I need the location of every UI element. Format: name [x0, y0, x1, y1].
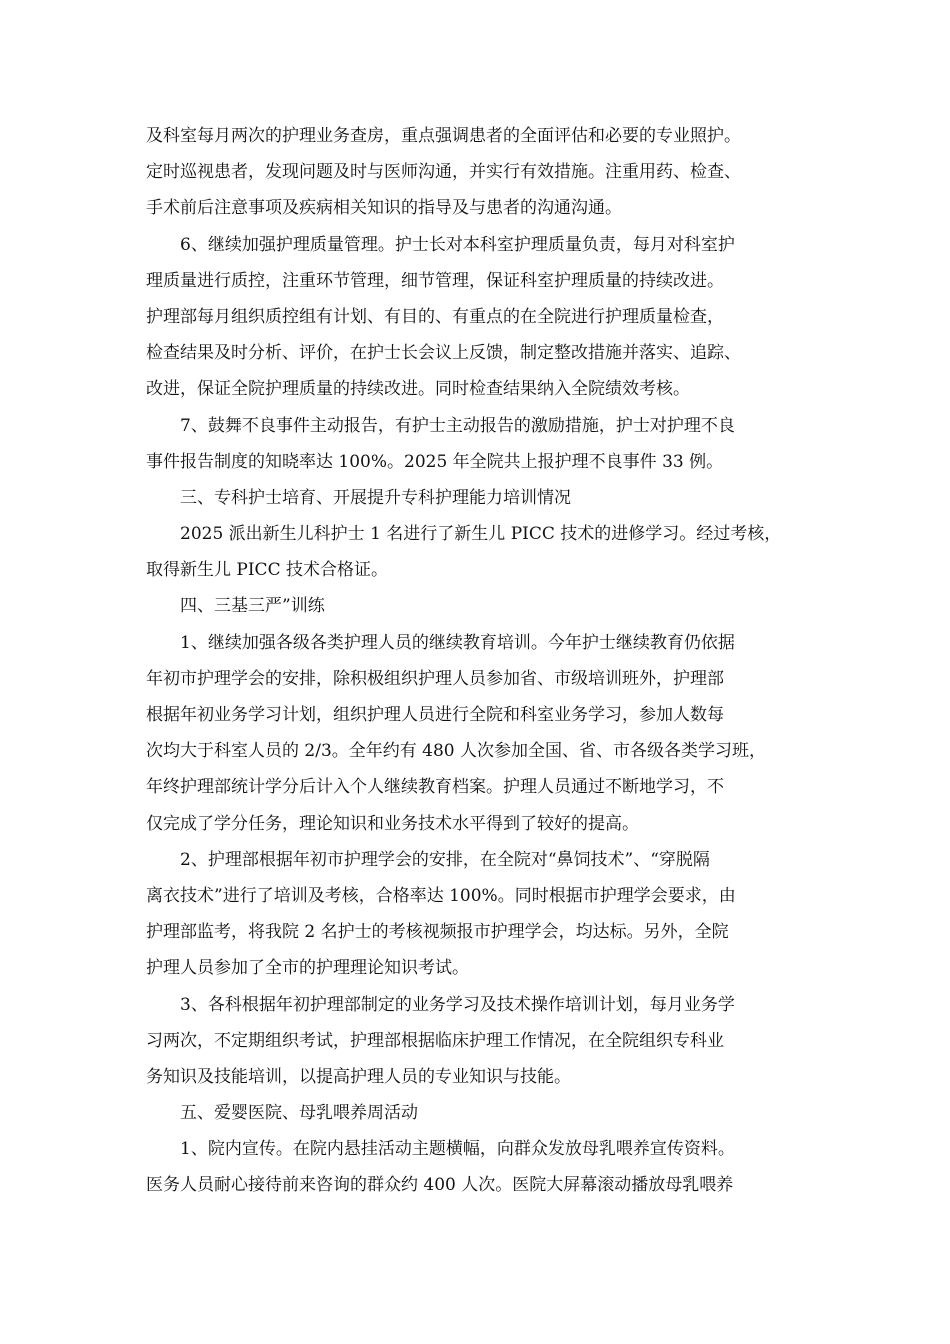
paragraph-start-line: 1、继续加强各级各类护理人员的继续教育培训。今年护士继续教育仍依据 [180, 632, 735, 653]
text-line: 务知识及技能培训，以提高护理人员的专业知识与技能。 [146, 1066, 571, 1087]
paragraph-start-line: 1、院内宣传。在院内悬挂活动主题横幅，向群众发放母乳喂养宣传资料。 [180, 1139, 735, 1160]
section-heading: 五、爱婴医院、母乳喂养周活动 [180, 1103, 418, 1124]
text-line: 年初市护理学会的安排，除积极组织护理人员参加省、市级培训班外，护理部 [146, 668, 724, 689]
text-line: 检查结果及时分析、评价，在护士长会议上反馈，制定整改措施并落实、追踪、 [146, 343, 741, 364]
text-line: 离衣技术”进行了培训及考核，合格率达 100%。同时根据市护理学会要求，由 [146, 885, 736, 906]
text-line: 护理部每月组织质控组有计划、有目的、有重点的在全院进行护理质量检查， [146, 306, 724, 327]
text-line: 医务人员耐心接待前来咨询的群众约 400 人次。医院大屏幕滚动播放母乳喂养 [146, 1175, 734, 1196]
text-line: 事件报告制度的知晓率达 100%。2025 年全院共上报护理不良事件 33 例。 [146, 451, 724, 472]
paragraph-start-line: 2、护理部根据年初市护理学会的安排，在全院对“鼻饲技术”、“穿脱隔 [180, 849, 710, 870]
text-line: 改进，保证全院护理质量的持续改进。同时检查结果纳入全院绩效考核。 [146, 379, 690, 400]
text-line: 仅完成了学分任务，理论知识和业务技术水平得到了较好的提高。 [146, 813, 639, 834]
paragraph-start-line: 7、鼓舞不良事件主动报告，有护士主动报告的激励措施，护士对护理不良 [180, 415, 735, 436]
text-line: 习两次，不定期组织考试，护理部根据临床护理工作情况，在全院组织专科业 [146, 1030, 724, 1051]
text-line: 根据年初业务学习计划，组织护理人员进行全院和科室业务学习，参加人数每 [146, 705, 724, 725]
text-line: 取得新生儿 PICC 技术合格证。 [146, 560, 388, 581]
paragraph-start-line: 3、各科根据年初护理部制定的业务学习及技术操作培训计划，每月业务学 [180, 994, 735, 1015]
section-heading: 三、专科护士培育、开展提升专科护理能力培训情况 [180, 487, 571, 508]
text-line: 护理部监考，将我院 2 名护士的考核视频报市护理学会，均达标。另外，全院 [146, 922, 729, 943]
text-line: 手术前后注意事项及疾病相关知识的指导及与患者的沟通沟通。 [146, 198, 622, 219]
text-line: 护理人员参加了全市的护理理论知识考试。 [146, 958, 469, 979]
text-line: 定时巡视患者，发现问题及时与医师沟通，并实行有效措施。注重用药、检查、 [146, 162, 741, 183]
text-line: 及科室每月两次的护理业务查房，重点强调患者的全面评估和必要的专业照护。 [146, 126, 741, 146]
document-body [146, 118, 836, 1204]
text-line: 理质量进行质控，注重环节管理，细节管理，保证科室护理质量的持续改进。 [146, 270, 724, 291]
section-heading: 四、三基三严”训练 [180, 596, 325, 617]
text-line: 年终护理部统计学分后计入个人继续教育档案。护理人员通过不断地学习，不 [146, 777, 724, 798]
text-line: 次均大于科室人员的 2/3。全年约有 480 人次参加全国、省、市各级各类学习班， [146, 741, 767, 762]
paragraph-start-line: 6、继续加强护理质量管理。护士长对本科室护理质量负责，每月对科室护 [180, 234, 735, 255]
paragraph-start-line: 2025 派出新生儿科护士 1 名进行了新生儿 PICC 技术的进修学习。经过考核， [180, 524, 782, 545]
